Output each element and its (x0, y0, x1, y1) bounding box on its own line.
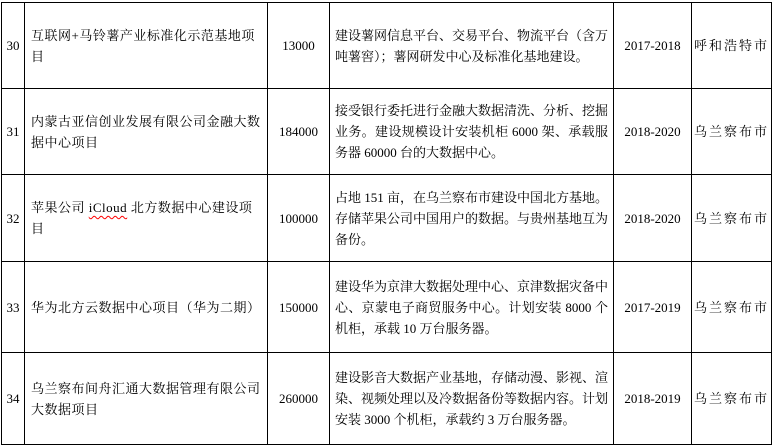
city-cell: 乌兰察布市 (692, 175, 772, 262)
construction-years-cell: 2017-2018 (614, 3, 692, 89)
investment-amount-cell: 13000 (268, 3, 330, 89)
row-number-cell: 34 (2, 353, 25, 445)
table-body (2, 3, 772, 445)
table-row (2, 353, 772, 445)
city-cell: 乌兰察布市 (692, 89, 772, 175)
table-row (2, 3, 772, 89)
construction-years-cell: 2018-2019 (614, 353, 692, 445)
city-cell: 乌兰察布市 (692, 262, 772, 353)
project-description-cell: 建设薯网信息平台、交易平台、物流平台（含万吨薯窖）；薯网研发中心及标准化基地建设。 (330, 3, 614, 89)
project-description-cell: 建设华为京津大数据处理中心、京津数据灾备中心、京蒙电子商贸服务中心。计划安装 8000 个机柜，承载 10 万台服务器。 (330, 262, 614, 353)
table-row (2, 89, 772, 175)
table-row (2, 175, 772, 262)
construction-years-cell: 2017-2019 (614, 262, 692, 353)
city-cell: 呼和浩特市 (692, 3, 772, 89)
spellcheck-underlined-word: iCloud (88, 200, 128, 215)
investment-amount-cell: 150000 (268, 262, 330, 353)
table-row (2, 262, 772, 353)
project-name-cell: 华为北方云数据中心项目（华为二期） (25, 262, 268, 353)
investment-amount-cell: 184000 (268, 89, 330, 175)
project-description-cell: 接受银行委托进行金融大数据清洗、分析、挖掘业务。建设规模设计安装机柜 6000 架、承载服务器 60000 台的大数据中心。 (330, 89, 614, 175)
row-number-cell: 31 (2, 89, 25, 175)
projects-table (1, 2, 772, 445)
project-description-cell: 建设影音大数据产业基地，存储动漫、影视、渲染、视频处理以及冷数据备份等数据内容。计划安装 3000 个机柜，承载约 3 万台服务器。 (330, 353, 614, 445)
project-description-cell: 占地 151 亩，在乌兰察布市建设中国北方基地。存储苹果公司中国用户的数据。与贵州基地互为备份。 (330, 175, 614, 262)
city-cell: 乌兰察布市 (692, 353, 772, 445)
row-number-cell: 33 (2, 262, 25, 353)
project-name-cell: 苹果公司 iCloud 北方数据中心建设项目 (25, 175, 268, 262)
investment-amount-cell: 100000 (268, 175, 330, 262)
project-name-cell: 内蒙古亚信创业发展有限公司金融大数据中心项目 (25, 89, 268, 175)
row-number-cell: 30 (2, 3, 25, 89)
row-number-cell: 32 (2, 175, 25, 262)
construction-years-cell: 2018-2020 (614, 175, 692, 262)
project-name-cell: 互联网+马铃薯产业标准化示范基地项目 (25, 3, 268, 89)
construction-years-cell: 2018-2020 (614, 89, 692, 175)
project-name-cell: 乌兰察布间舟汇通大数据管理有限公司大数据项目 (25, 353, 268, 445)
investment-amount-cell: 260000 (268, 353, 330, 445)
